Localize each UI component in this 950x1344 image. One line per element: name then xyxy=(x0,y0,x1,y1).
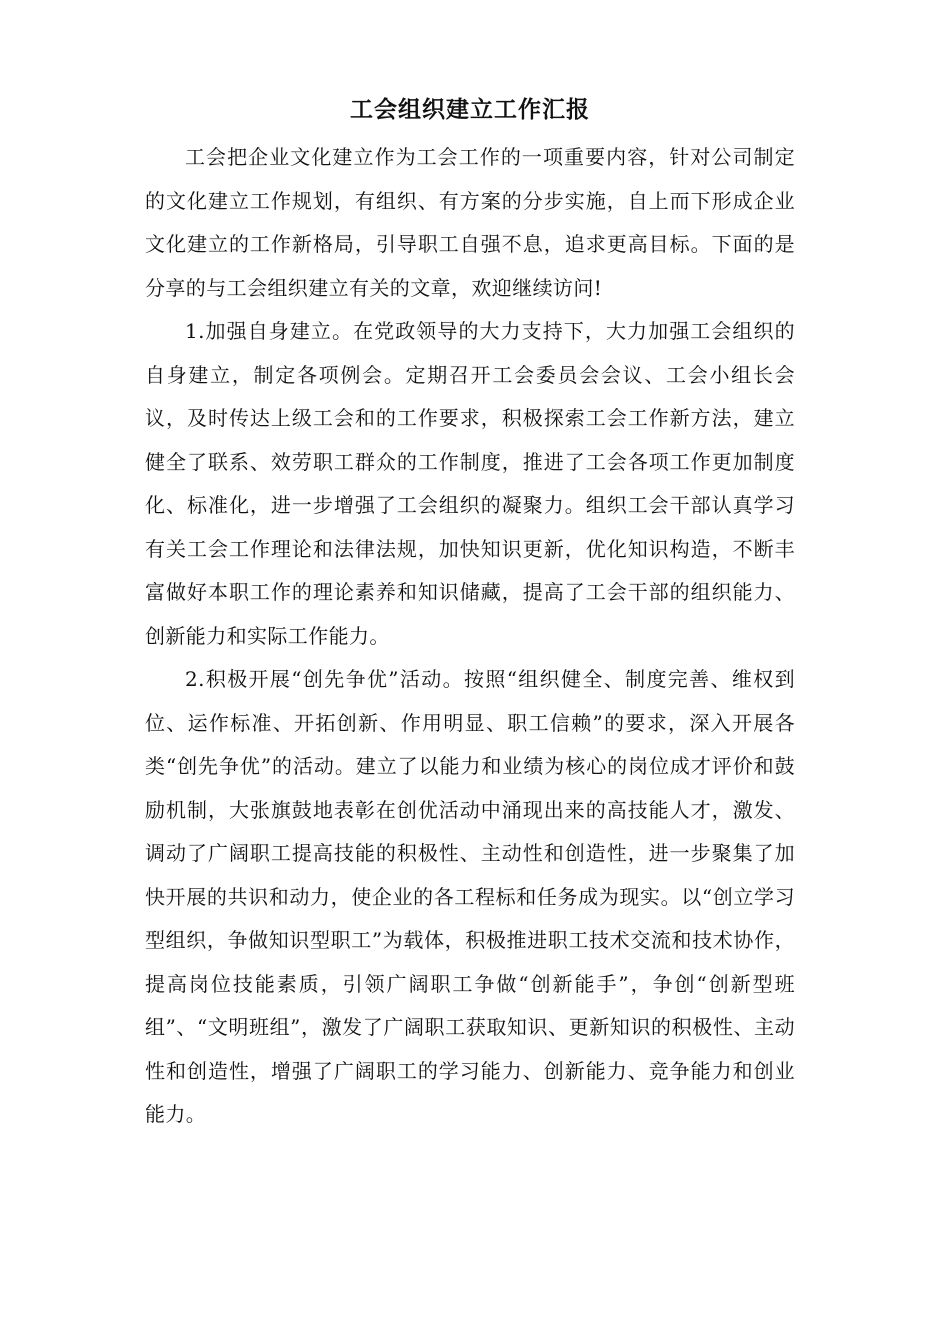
document-title: 工会组织建立工作汇报 xyxy=(350,97,590,123)
paragraph-intro: 工会把企业文化建立作为工会工作的一项重要内容，针对公司制定的文化建立工作规划，有组织、有方案的分步实施，自上而下形成企业文化建立的工作新格局，引导职工自强不息，追求更高目标。下面的是分享的与工会组织建立有关的文章，欢迎继续访问! xyxy=(145,145,795,300)
document-body xyxy=(145,94,795,1137)
paragraph-self-building: 1.加强自身建立。在党政领导的大力支持下，大力加强工会组织的自身建立，制定各项例会。定期召开工会委员会会议、工会小组长会议，及时传达上级工会和的工作要求，积极探索工会工作新方法，建立健全了联系、效劳职工群众的工作制度，推进了工会各项工作更加制度化、标准化，进一步增强了工会组织的凝聚力。组织工会干部认真学习有关工会工作理论和法律法规，加快知识更新，优化知识构造，不断丰富做好本职工作的理论素养和知识储藏，提高了工会干部的组织能力、创新能力和实际工作能力。 xyxy=(145,319,795,648)
paragraph-excellence-activities: 2.积极开展“创先争优”活动。按照“组织健全、制度完善、维权到位、运作标准、开拓创新、作用明显、职工信赖”的要求，深入开展各类“创先争优”的活动。建立了以能力和业绩为核心的岗位成才评价和鼓励机制，大张旗鼓地表彰在创优活动中涌现出来的高技能人才，激发、调动了广阔职工提高技能的积极性、主动性和创造性，进一步聚集了加快开展的共识和动力，使企业的各工程标和任务成为现实。以“创立学习型组织，争做知识型职工”为载体，积极推进职工技术交流和技术协作，提高岗位技能素质，引领广阔职工争做“创新能手”，争创“创新型班组”、“文明班组”，激发了广阔职工获取知识、更新知识的积极性、主动性和创造性，增强了广阔职工的学习能力、创新能力、竞争能力和创业能力。 xyxy=(145,667,795,1126)
